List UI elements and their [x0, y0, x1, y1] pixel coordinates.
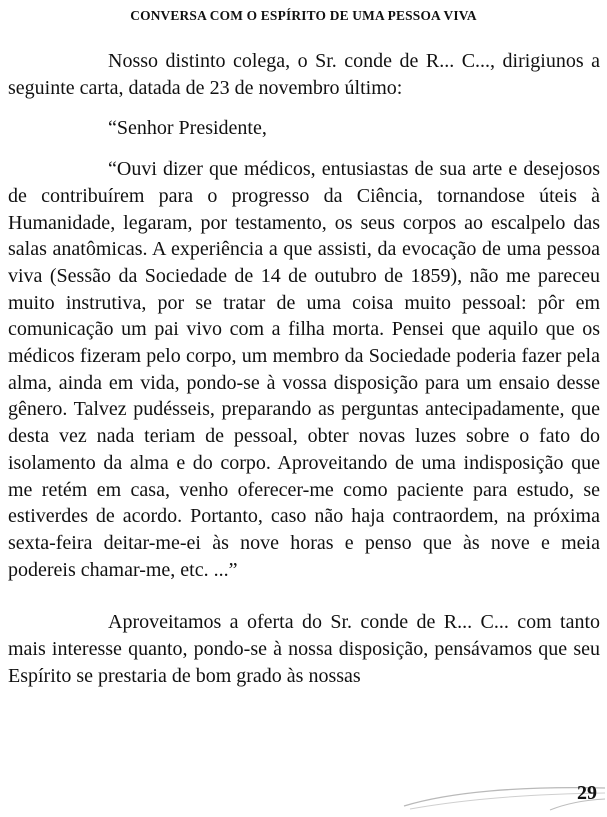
running-head: CONVERSA COM O ESPÍRITO DE UMA PESSOA VIVA — [130, 8, 477, 23]
paragraph-salutation: “Senhor Presidente, — [108, 117, 267, 140]
body-text — [8, 48, 600, 689]
swoosh-ornament-icon — [400, 780, 607, 817]
page-number: 29 — [577, 782, 597, 804]
paragraph-continuation: Aproveitamos a oferta do Sr. conde de R... C... com tanto mais interesse quanto, pondo-se à nossa disposição, pensávamos que seu Espírito se prestaria de bom grado às nossas — [8, 611, 600, 687]
paragraph-intro: Nosso distinto colega, o Sr. conde de R... C..., dirigiunos a seguinte carta, datada de 23 de novembro último: — [8, 50, 600, 99]
paragraph-letter: “Ouvi dizer que médicos, entusiastas de sua arte e desejosos de contribuírem para o progresso da Ciência, tornandose úteis à Humanidade, legaram, por testamento, os seus corpos ao escalpelo das salas anatômicas. A experiência a que assisti, da evocação de uma pessoa viva (Sessão da Sociedade de 14 de outubro de 1859), não me pareceu muito instrutiva, por se tratar de uma coisa muito pessoal: pôr em comunicação um pai vivo com a filha morta. Pensei que aquilo que os médicos fizeram pelo corpo, um membro da Sociedade poderia fazer pela alma, ainda em vida, pondo-se à vossa disposição para um ensaio desse gênero. Talvez pudésseis, preparando as perguntas antecipadamente, que desta vez nada teriam de pessoal, obter novas luzes sobre o fato do isolamento da alma e do corpo. Aproveitando de uma indisposição que me retém em casa, venho oferecer-me como paciente para estudo, se estiverdes de acordo. Portanto, caso não haja contraordem, na próxima sexta-feira deitar-me-ei às nove horas e penso que às nove e meia podereis chamar-me, etc. ...” — [8, 158, 600, 581]
